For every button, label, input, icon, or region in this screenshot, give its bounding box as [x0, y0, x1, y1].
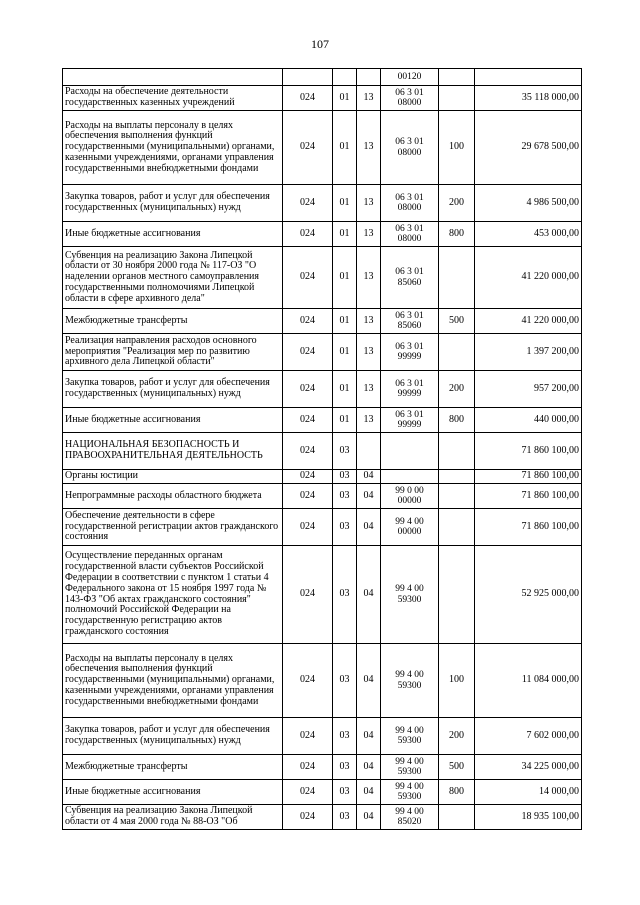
- row-expense-type: [439, 433, 475, 470]
- table-row: [63, 247, 582, 309]
- row-amount: 11 084 000,00: [475, 644, 582, 718]
- row-subsection-code: 13: [357, 371, 381, 408]
- row-ministry-code: 024: [283, 86, 333, 111]
- row-name: Реализация направления расходов основного мероприятия "Реализация мер по развитию архивного дела Липецкой области": [63, 334, 283, 371]
- row-name: Обеспечение деятельности в сфере государственной регистрации актов гражданского состояния: [63, 509, 283, 546]
- row-section-code: 01: [333, 309, 357, 334]
- row-name: Субвенция на реализацию Закона Липецкой области от 4 мая 2000 года № 88-ОЗ "Об: [63, 805, 283, 830]
- row-expense-type: 100: [439, 644, 475, 718]
- page-number: 107: [311, 37, 329, 51]
- row-section-code: 03: [333, 805, 357, 830]
- table-row: [63, 433, 582, 470]
- row-target-code: 06 3 01 99999: [381, 371, 439, 408]
- row-section-code: 03: [333, 755, 357, 780]
- row-name: Закупка товаров, работ и услуг для обеспечения государственных (муниципальных) нужд: [63, 185, 283, 222]
- table-row: [63, 644, 582, 718]
- row-amount: 52 925 000,00: [475, 546, 582, 644]
- row-target-code: 06 3 01 08000: [381, 185, 439, 222]
- row-expense-type: 800: [439, 222, 475, 247]
- row-subsection-code: 04: [357, 644, 381, 718]
- row-subsection-code: 04: [357, 470, 381, 484]
- row-ministry-code: 024: [283, 309, 333, 334]
- row-section-code: 03: [333, 718, 357, 755]
- row-name: Расходы на обеспечение деятельности государственных казенных учреждений: [63, 86, 283, 111]
- table-row: [63, 546, 582, 644]
- row-name: Непрограммные расходы областного бюджета: [63, 484, 283, 509]
- row-target-code: 99 4 00 59300: [381, 780, 439, 805]
- row-section-code: 03: [333, 546, 357, 644]
- row-ministry-code: 024: [283, 484, 333, 509]
- row-target-code: 00120: [381, 69, 439, 86]
- row-ministry-code: 024: [283, 222, 333, 247]
- row-subsection-code: 04: [357, 484, 381, 509]
- row-subsection-code: [357, 433, 381, 470]
- row-name: НАЦИОНАЛЬНАЯ БЕЗОПАСНОСТЬ И ПРАВООХРАНИТЕЛЬНАЯ ДЕЯТЕЛЬНОСТЬ: [63, 433, 283, 470]
- table-row: [63, 755, 582, 780]
- row-amount: 35 118 000,00: [475, 86, 582, 111]
- row-ministry-code: 024: [283, 509, 333, 546]
- row-target-code: 99 4 00 59300: [381, 644, 439, 718]
- row-name: Иные бюджетные ассигнования: [63, 408, 283, 433]
- row-ministry-code: 024: [283, 185, 333, 222]
- table-row: [63, 185, 582, 222]
- row-section-code: 01: [333, 247, 357, 309]
- row-expense-type: 800: [439, 780, 475, 805]
- row-subsection-code: 13: [357, 247, 381, 309]
- table-row: [63, 805, 582, 830]
- row-target-code: 06 3 01 99999: [381, 408, 439, 433]
- table-row: [63, 509, 582, 546]
- row-amount: [475, 69, 582, 86]
- row-expense-type: [439, 69, 475, 86]
- row-amount: 71 860 100,00: [475, 509, 582, 546]
- row-name: Межбюджетные трансферты: [63, 755, 283, 780]
- row-name: Субвенция на реализацию Закона Липецкой области от 30 ноября 2000 года № 117-ОЗ "О наделении органов местного самоуправления государственными полномочиями Липецкой области в сфере архивного дела": [63, 247, 283, 309]
- row-amount: 71 860 100,00: [475, 433, 582, 470]
- row-section-code: 03: [333, 470, 357, 484]
- row-target-code: [381, 470, 439, 484]
- row-target-code: [381, 433, 439, 470]
- row-section-code: 03: [333, 644, 357, 718]
- row-expense-type: [439, 509, 475, 546]
- row-subsection-code: 04: [357, 755, 381, 780]
- row-ministry-code: 024: [283, 433, 333, 470]
- row-section-code: 03: [333, 780, 357, 805]
- row-expense-type: [439, 470, 475, 484]
- row-name: Иные бюджетные ассигнования: [63, 222, 283, 247]
- row-ministry-code: 024: [283, 408, 333, 433]
- row-section-code: [333, 69, 357, 86]
- row-ministry-code: 024: [283, 644, 333, 718]
- row-ministry-code: 024: [283, 111, 333, 185]
- row-expense-type: 500: [439, 309, 475, 334]
- row-subsection-code: 04: [357, 509, 381, 546]
- row-name: Закупка товаров, работ и услуг для обеспечения государственных (муниципальных) нужд: [63, 718, 283, 755]
- table-row: [63, 371, 582, 408]
- row-expense-type: [439, 334, 475, 371]
- row-name: Иные бюджетные ассигнования: [63, 780, 283, 805]
- row-expense-type: 500: [439, 755, 475, 780]
- row-target-code: 06 3 01 08000: [381, 111, 439, 185]
- row-section-code: 03: [333, 484, 357, 509]
- table-row: [63, 111, 582, 185]
- row-target-code: 99 4 00 59300: [381, 755, 439, 780]
- row-name: Расходы на выплаты персоналу в целях обеспечения выполнения функций государственными (муниципальными) органами, казенными учреждениями, органами управления государственными внебюджетными фондами: [63, 644, 283, 718]
- row-expense-type: [439, 247, 475, 309]
- table-row: [63, 222, 582, 247]
- row-expense-type: [439, 484, 475, 509]
- row-ministry-code: 024: [283, 780, 333, 805]
- row-ministry-code: 024: [283, 470, 333, 484]
- row-subsection-code: 13: [357, 334, 381, 371]
- row-target-code: 99 4 00 59300: [381, 718, 439, 755]
- budget-table: [62, 68, 582, 830]
- row-target-code: 99 0 00 00000: [381, 484, 439, 509]
- row-subsection-code: 04: [357, 546, 381, 644]
- table-row: [63, 718, 582, 755]
- row-target-code: 06 3 01 85060: [381, 309, 439, 334]
- row-amount: 71 860 100,00: [475, 470, 582, 484]
- row-target-code: 99 4 00 85020: [381, 805, 439, 830]
- row-ministry-code: 024: [283, 755, 333, 780]
- row-amount: 71 860 100,00: [475, 484, 582, 509]
- row-subsection-code: 13: [357, 185, 381, 222]
- row-expense-type: [439, 546, 475, 644]
- row-subsection-code: [357, 69, 381, 86]
- row-expense-type: 100: [439, 111, 475, 185]
- row-ministry-code: 024: [283, 334, 333, 371]
- row-target-code: 06 3 01 08000: [381, 86, 439, 111]
- row-name: Закупка товаров, работ и услуг для обеспечения государственных (муниципальных) нужд: [63, 371, 283, 408]
- row-section-code: 03: [333, 509, 357, 546]
- row-amount: 453 000,00: [475, 222, 582, 247]
- row-amount: 957 200,00: [475, 371, 582, 408]
- row-name: Расходы на выплаты персоналу в целях обеспечения выполнения функций государственными (муниципальными) органами, казенными учреждениями, органами управления государственными внебюджетными фондами: [63, 111, 283, 185]
- table-row: [63, 470, 582, 484]
- row-section-code: 01: [333, 371, 357, 408]
- row-ministry-code: 024: [283, 546, 333, 644]
- row-name: Осуществление переданных органам государственной власти субъектов Российской Федерации в соответствии с пунктом 1 статьи 4 Федерального закона от 15 ноября 1997 года № 143-ФЗ "Об актах гражданского состояния" полномочий Российской Федерации на государственную регистрацию актов гражданского состояния: [63, 546, 283, 644]
- table-row: [63, 69, 582, 86]
- table-row: [63, 484, 582, 509]
- row-subsection-code: 13: [357, 111, 381, 185]
- row-ministry-code: 024: [283, 371, 333, 408]
- row-section-code: 01: [333, 408, 357, 433]
- row-target-code: 06 3 01 99999: [381, 334, 439, 371]
- table-row: [63, 780, 582, 805]
- row-name: Межбюджетные трансферты: [63, 309, 283, 334]
- row-section-code: 01: [333, 334, 357, 371]
- row-amount: 440 000,00: [475, 408, 582, 433]
- row-section-code: 01: [333, 222, 357, 247]
- row-amount: 7 602 000,00: [475, 718, 582, 755]
- row-subsection-code: 13: [357, 222, 381, 247]
- row-expense-type: 200: [439, 371, 475, 408]
- row-target-code: 99 4 00 59300: [381, 546, 439, 644]
- row-expense-type: 200: [439, 185, 475, 222]
- row-name: [63, 69, 283, 86]
- table-row: [63, 334, 582, 371]
- row-amount: 29 678 500,00: [475, 111, 582, 185]
- table-row: [63, 86, 582, 111]
- table-row: [63, 408, 582, 433]
- row-section-code: 03: [333, 433, 357, 470]
- row-amount: 18 935 100,00: [475, 805, 582, 830]
- row-amount: 41 220 000,00: [475, 309, 582, 334]
- row-section-code: 01: [333, 86, 357, 111]
- row-subsection-code: 13: [357, 309, 381, 334]
- row-expense-type: 200: [439, 718, 475, 755]
- row-subsection-code: 13: [357, 408, 381, 433]
- row-expense-type: [439, 86, 475, 111]
- row-ministry-code: 024: [283, 247, 333, 309]
- row-subsection-code: 04: [357, 805, 381, 830]
- row-amount: 4 986 500,00: [475, 185, 582, 222]
- row-name: Органы юстиции: [63, 470, 283, 484]
- row-target-code: 99 4 00 00000: [381, 509, 439, 546]
- row-ministry-code: 024: [283, 805, 333, 830]
- row-target-code: 06 3 01 85060: [381, 247, 439, 309]
- row-target-code: 06 3 01 08000: [381, 222, 439, 247]
- row-subsection-code: 04: [357, 718, 381, 755]
- row-amount: 14 000,00: [475, 780, 582, 805]
- row-subsection-code: 04: [357, 780, 381, 805]
- row-amount: 34 225 000,00: [475, 755, 582, 780]
- row-amount: 41 220 000,00: [475, 247, 582, 309]
- row-amount: 1 397 200,00: [475, 334, 582, 371]
- row-expense-type: [439, 805, 475, 830]
- row-section-code: 01: [333, 111, 357, 185]
- table-row: [63, 309, 582, 334]
- row-subsection-code: 13: [357, 86, 381, 111]
- row-ministry-code: [283, 69, 333, 86]
- row-expense-type: 800: [439, 408, 475, 433]
- row-section-code: 01: [333, 185, 357, 222]
- row-ministry-code: 024: [283, 718, 333, 755]
